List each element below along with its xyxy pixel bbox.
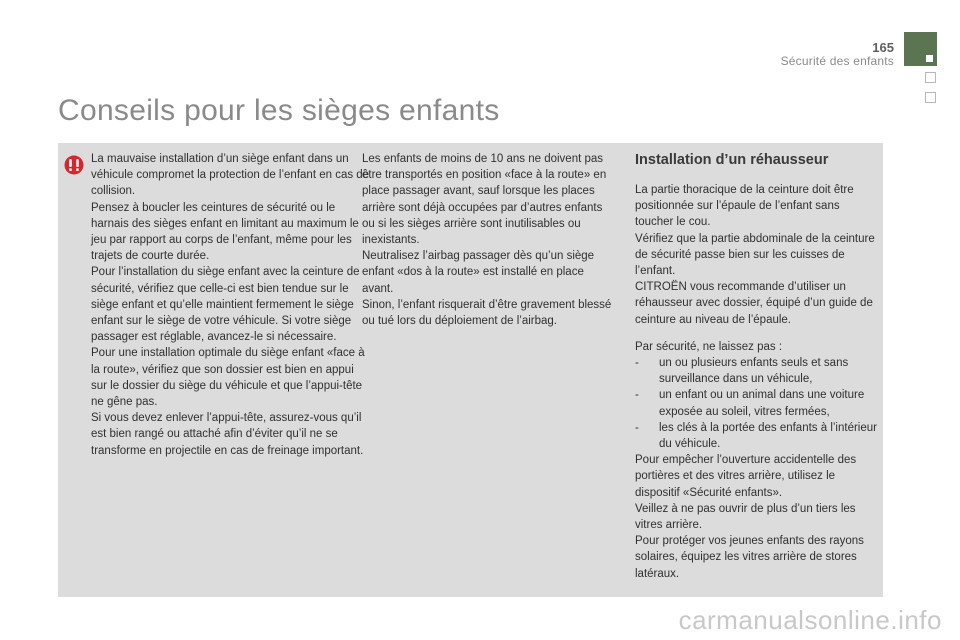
list-item	[635, 355, 880, 387]
list-item-text: les clés à la portée des enfants à l’intérieur du véhicule.	[659, 421, 877, 451]
section-tab-active	[904, 32, 937, 66]
content-panel	[58, 143, 883, 597]
paragraph: Pour une installation optimale du siège enfant «face à la route», vérifiez que son dossier est bien en appui sur le dossier du siège du véhicule et que l’appui-tête ne gêne pas.	[91, 347, 365, 409]
list-item-text: un enfant ou un animal dans une voiture exposée au soleil, vitres fermées,	[659, 389, 865, 418]
paragraph: Pour protéger vos jeunes enfants des rayons solaires, équipez les vitres arrière de stores latéraux.	[635, 535, 864, 580]
paragraph: La mauvaise installation d’un siège enfant dans un véhicule compromet la protection de l’enfant en cas de collision.	[91, 153, 370, 198]
list-item-text: un ou plusieurs enfants seuls et sans surveillance dans un véhicule,	[659, 357, 849, 386]
paragraph: Veillez à ne pas ouvrir de plus d’un tiers les vitres arrière.	[635, 502, 856, 532]
watermark-text: carmanualsonline.info	[678, 605, 942, 635]
paragraph: CITROËN vous recommande d’utiliser un réhausseur avec dossier, équipé d’un guide de ceinture au niveau de l’épaule.	[635, 281, 873, 326]
list-item	[635, 420, 880, 452]
list-item	[635, 387, 880, 419]
paragraph: Les enfants de moins de 10 ans ne doivent pas être transportés en position «face à la route» en place passager avant, sauf lorsque les places arrière sont déjà occupées par d’autres enfants ou si les sièges arrière sont inutilisables ou inexistants.	[362, 153, 607, 247]
paragraph: Vérifiez que la partie abdominale de la ceinture de sécurité passe bien sur les cuisses de l’enfant.	[635, 232, 875, 278]
safety-list	[635, 355, 880, 452]
page-title: Conseils pour les sièges enfants	[58, 94, 500, 127]
page-number: 165	[872, 40, 894, 55]
section-tab-empty	[925, 92, 936, 103]
paragraph: Neutralisez l’airbag passager dès qu’un siège enfant «dos à la route» est installé en place avant.	[362, 250, 595, 295]
paragraph: Pour empêcher l’ouverture accidentelle des portières et des vitres arrière, utilisez le dispositif «Sécurité enfants».	[635, 454, 857, 499]
paragraph: Si vous devez enlever l’appui-tête, assurez-vous qu’il est bien rangé ou attaché afin d’éviter qu’il ne se transforme en projectile en cas de freinage important.	[91, 412, 364, 457]
safety-intro: Par sécurité, ne laissez pas :	[635, 340, 783, 353]
bullet-dash: -	[635, 389, 639, 402]
paragraph: Pensez à boucler les ceintures de sécurité ou le harnais des sièges enfant en limitant au maximum le jeu par rapport au corps de l’enfant, même pour les trajets de courte durée.	[91, 201, 359, 263]
warning-text-column	[91, 151, 371, 459]
airbag-text-column	[362, 151, 612, 329]
section-tab-empty	[925, 72, 936, 83]
bullet-dash: -	[635, 357, 639, 370]
paragraph: Pour l’installation du siège enfant avec la ceinture de sécurité, vérifiez que celle-ci est bien tendue sur le siège enfant et qu’elle maintient fermement le siège enfant sur le siège de votre véhicule. Si votre siège passager est réglable, avancez-le si nécessaire.	[91, 266, 360, 344]
section-name: Sécurité des enfants	[780, 54, 894, 68]
warning-exclamation-icon	[64, 155, 84, 175]
paragraph: La partie thoracique de la ceinture doit être positionnée sur l’épaule de l’enfant sans toucher le cou.	[635, 184, 854, 229]
booster-text-column	[635, 151, 880, 582]
paragraph: Sinon, l’enfant risquerait d’être gravement blessé ou tué lors du déploiement de l’airbag.	[362, 298, 612, 328]
bullet-dash: -	[635, 421, 639, 434]
section-heading: Installation d’un réhausseur	[635, 152, 829, 168]
section-tab-marker	[926, 55, 933, 62]
